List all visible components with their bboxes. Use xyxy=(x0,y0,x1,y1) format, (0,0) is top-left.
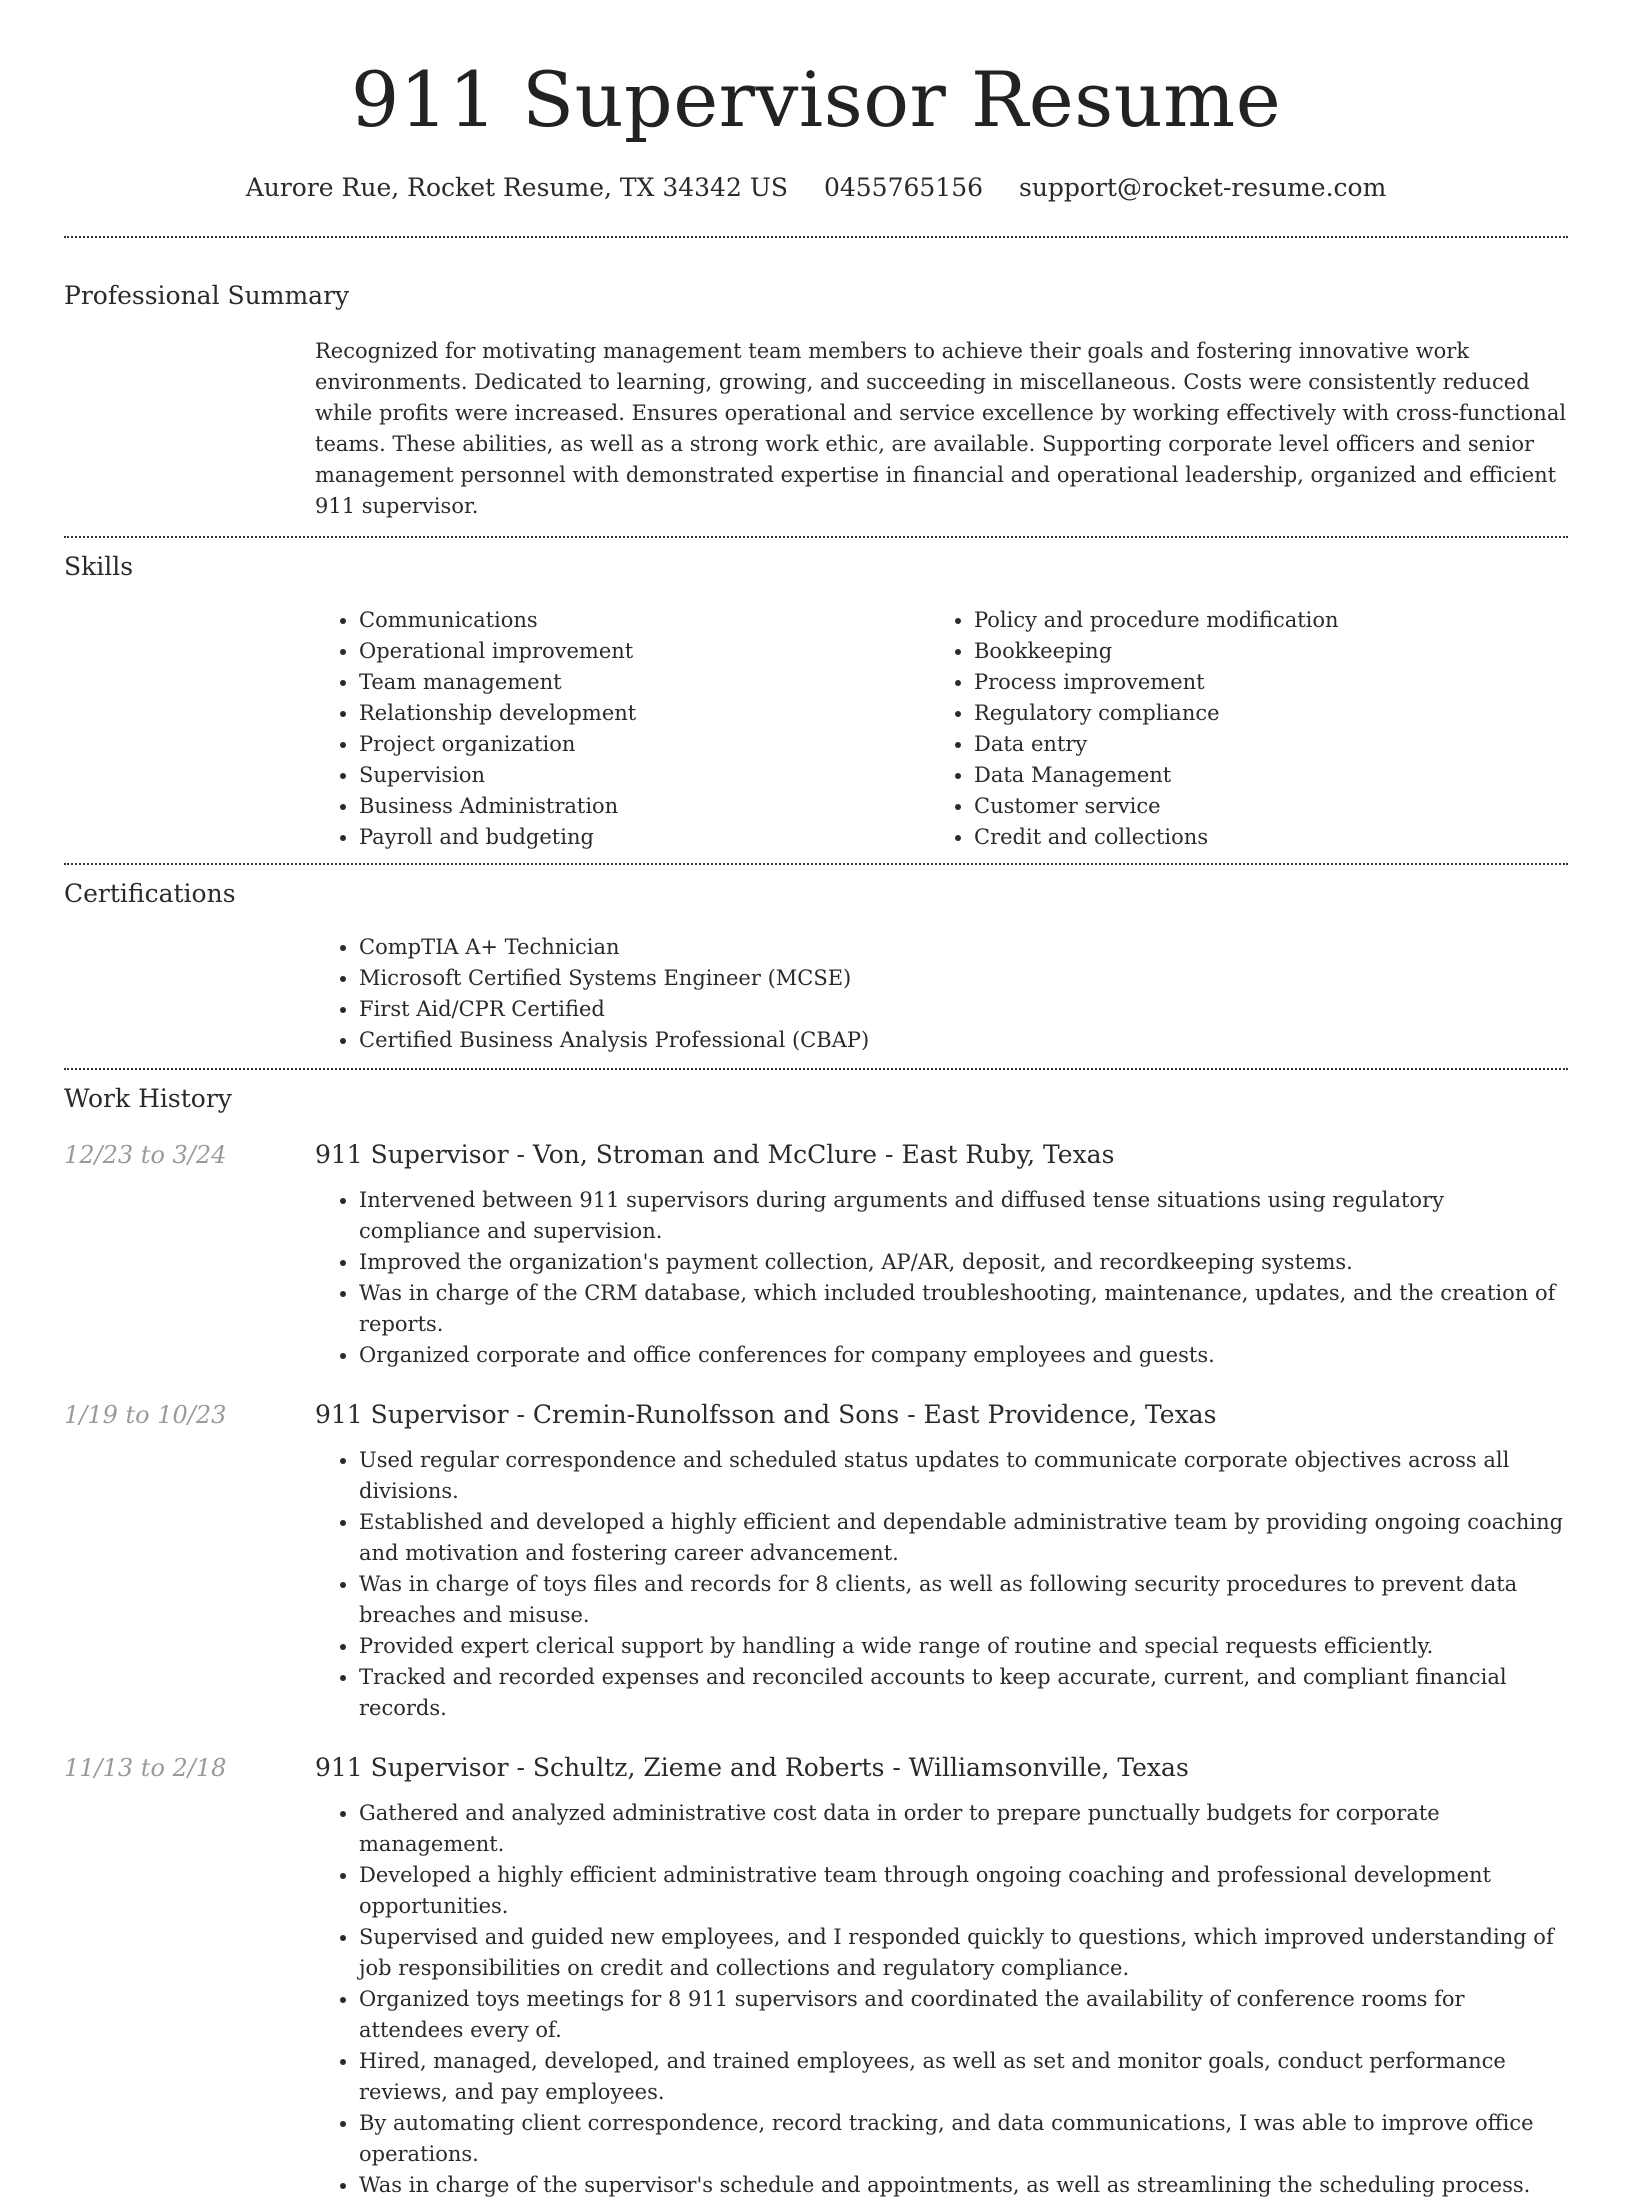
skill-item: • Customer service xyxy=(974,791,1545,822)
certifications-body xyxy=(315,932,1568,1068)
job-bullet: • Established and developed a highly efficient and dependable administrative team by providing ongoing coaching and motivation and fostering career advancement. xyxy=(359,1507,1568,1569)
job-bullet: • By automating client correspondence, record tracking, and data communications, I was able to improve office operations. xyxy=(359,2108,1568,2170)
skill-item: • Business Administration xyxy=(359,791,930,822)
skills-list-left xyxy=(315,605,930,853)
skill-item: • Credit and collections xyxy=(974,822,1545,853)
contact-phone: 0455765156 xyxy=(823,173,984,202)
job-body xyxy=(315,1445,1568,1724)
section-professional-summary xyxy=(64,238,1568,536)
skill-item: • Supervision xyxy=(359,760,930,791)
skill-item: • Bookkeeping xyxy=(974,636,1545,667)
job-dates: 12/23 to 3/24 xyxy=(64,1141,227,1169)
contact-address: Aurore Rue, Rocket Resume, TX 34342 US xyxy=(245,173,789,202)
job-entry xyxy=(64,1750,1568,2201)
section-title: Work History xyxy=(64,1084,232,1113)
section-certifications xyxy=(64,865,1568,1068)
page-title: 911 Supervisor Resume xyxy=(350,55,1282,144)
section-title: Certifications xyxy=(64,879,236,908)
skill-item: • Data entry xyxy=(974,729,1545,760)
job-bullet: • Gathered and analyzed administrative cost data in order to prepare punctually budgets for corporate management. xyxy=(359,1798,1568,1860)
skill-item: • Policy and procedure modification xyxy=(974,605,1545,636)
section-title: Skills xyxy=(64,552,134,581)
job-entry xyxy=(64,1397,1568,1724)
job-title: 911 Supervisor - Von, Stroman and McClure - East Ruby, Texas xyxy=(315,1140,1115,1169)
job-bullet: • Hired, managed, developed, and trained employees, as well as set and monitor goals, conduct performance reviews, and pay employees. xyxy=(359,2046,1568,2108)
job-bullet: • Was in charge of the CRM database, which included troubleshooting, maintenance, updates, and the creation of reports. xyxy=(359,1278,1568,1340)
job-bullet: • Was in charge of toys files and records for 8 clients, as well as following security procedures to prevent data breaches and misuse. xyxy=(359,1569,1568,1631)
skill-item: • Process improvement xyxy=(974,667,1545,698)
contact-info xyxy=(64,170,1568,206)
contact-email: support@rocket-resume.com xyxy=(1018,173,1387,202)
job-body xyxy=(315,1798,1568,2201)
certifications-list xyxy=(315,932,1568,1056)
job-bullet: • Tracked and recorded expenses and reconciled accounts to keep accurate, current, and compliant financial records. xyxy=(359,1662,1568,1724)
job-dates: 11/13 to 2/18 xyxy=(64,1754,227,1782)
job-title: 911 Supervisor - Schultz, Zieme and Roberts - Williamsonville, Texas xyxy=(315,1753,1189,1782)
job-bullets xyxy=(315,1798,1568,2201)
job-bullet: • Improved the organization's payment collection, AP/AR, deposit, and recordkeeping systems. xyxy=(359,1247,1568,1278)
job-bullet: • Intervened between 911 supervisors during arguments and diffused tense situations using regulatory compliance and supervision. xyxy=(359,1185,1568,1247)
skills-columns xyxy=(315,605,1568,863)
certification-item: • Microsoft Certified Systems Engineer (MCSE) xyxy=(359,963,1568,994)
summary-text: Recognized for motivating management team members to achieve their goals and fostering innovative work environments. Dedicated to learning, growing, and succeeding in miscellaneous. Costs were consistently reduced while profits were increased. Ensures operational and service excellence by working effectively with cross-functional teams. These abilities, as well as a strong work ethic, are available. Supporting corporate level officers and senior management personnel with demonstrated expertise in financial and operational leadership, organized and efficient 911 supervisor. xyxy=(315,339,1567,518)
section-skills xyxy=(64,538,1568,863)
job-bullet: • Developed a highly efficient administrative team through ongoing coaching and professional development opportunities. xyxy=(359,1860,1568,1922)
skill-item: • Project organization xyxy=(359,729,930,760)
job-dates: 1/19 to 10/23 xyxy=(64,1401,227,1429)
skill-item: • Regulatory compliance xyxy=(974,698,1545,729)
skill-item: • Operational improvement xyxy=(359,636,930,667)
job-bullet: • Supervised and guided new employees, and I responded quickly to questions, which improved understanding of job responsibilities on credit and collections and regulatory compliance. xyxy=(359,1922,1568,1984)
job-bullet: • Organized corporate and office conferences for company employees and guests. xyxy=(359,1340,1568,1371)
certification-item: • Certified Business Analysis Professional (CBAP) xyxy=(359,1025,1568,1056)
section-work-history xyxy=(64,1070,1568,2201)
job-title: 911 Supervisor - Cremin-Runolfsson and Sons - East Providence, Texas xyxy=(315,1400,1217,1429)
job-bullet: • Used regular correspondence and scheduled status updates to communicate corporate objectives across all divisions. xyxy=(359,1445,1568,1507)
certification-item: • First Aid/CPR Certified xyxy=(359,994,1568,1025)
section-title: Professional Summary xyxy=(64,281,350,310)
job-body xyxy=(315,1185,1568,1371)
skills-list-right xyxy=(930,605,1545,853)
skill-item: • Team management xyxy=(359,667,930,698)
skill-item: • Payroll and budgeting xyxy=(359,822,930,853)
skill-item: • Relationship development xyxy=(359,698,930,729)
job-bullet: • Organized toys meetings for 8 911 supervisors and coordinated the availability of conference rooms for attendees every of. xyxy=(359,1984,1568,2046)
job-bullet: • Was in charge of the supervisor's schedule and appointments, as well as streamlining the scheduling process. xyxy=(359,2170,1568,2201)
certification-item: • CompTIA A+ Technician xyxy=(359,932,1568,963)
job-entry xyxy=(64,1137,1568,1371)
skill-item: • Data Management xyxy=(974,760,1545,791)
job-bullet: • Provided expert clerical support by handling a wide range of routine and special requests efficiently. xyxy=(359,1631,1568,1662)
resume-header xyxy=(64,0,1568,206)
job-bullets xyxy=(315,1445,1568,1724)
skill-item: • Communications xyxy=(359,605,930,636)
job-bullets xyxy=(315,1185,1568,1371)
